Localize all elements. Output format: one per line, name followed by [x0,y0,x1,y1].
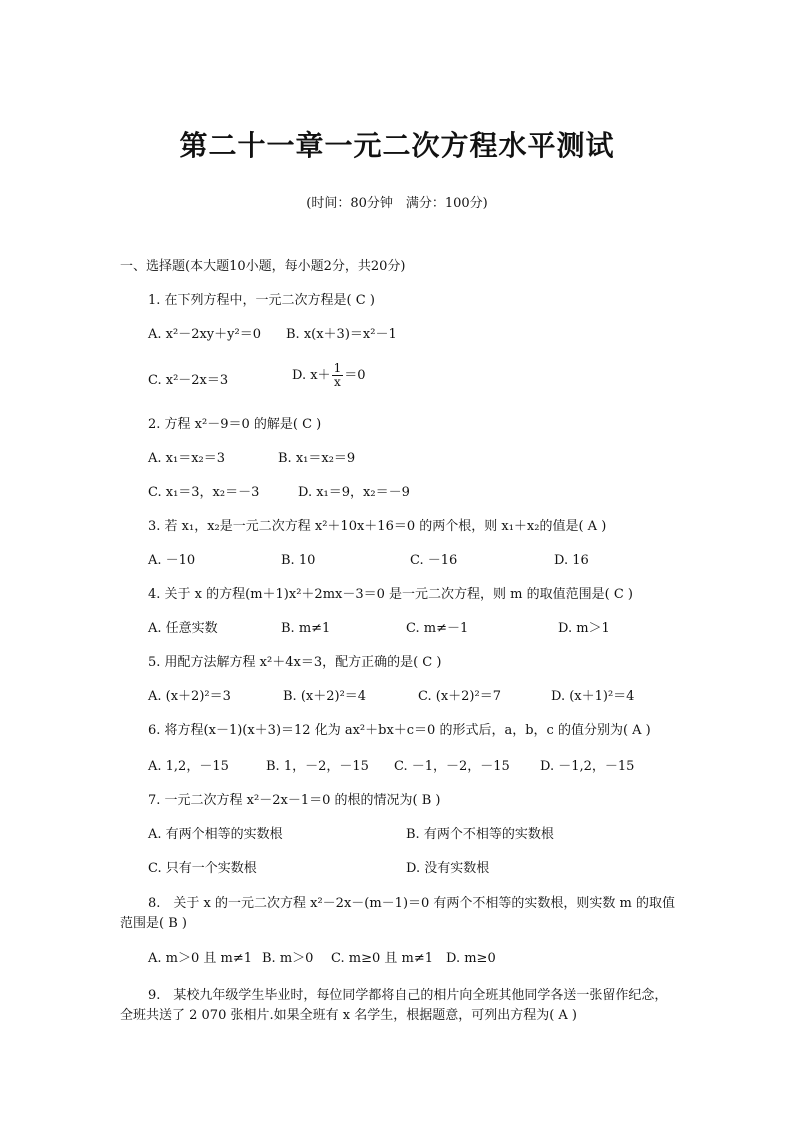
question-4-option-b: B. m≠1 [281,621,331,636]
question-8-option-c: C. m≥0 且 m≠1 [331,951,433,966]
fraction-denominator: x [333,375,341,389]
question-5-option-c: C. (x＋2)²＝7 [418,689,501,704]
question-6-option-c: C. －1，－2，－15 [394,759,510,774]
question-8-stem: 8. 关于 x 的一元二次方程 x²－2x－(m－1)＝0 有两个不相等的实数根，则实数 m 的取值范围是( B ) [120,896,676,931]
page-title: 第二十一章一元二次方程水平测试 [179,129,615,162]
question-3-stem: 3. 若 x₁，x₂是一元二次方程 x²＋10x＋16＝0 的两个根，则 x₁＋x₂的值是( A ) [148,519,607,534]
question-7-option-d: D. 没有实数根 [406,861,490,876]
question-4-option-a: A. 任意实数 [148,621,218,636]
question-6-stem: 6. 将方程(x－1)(x＋3)＝12 化为 ax²＋bx＋c＝0 的形式后，a，b，c 的值分别为( A ) [148,723,651,738]
question-9-stem: 9. 某校九年级学生毕业时，每位同学都将自己的相片向全班其他同学各送一张留作纪念，全班共送了 2 070 张相片.如果全班有 x 名学生，根据题意，可列出方程为( A ) [120,988,668,1023]
question-7-option-c: C. 只有一个实数根 [148,861,257,876]
question-1-option-d [292,362,365,389]
question-4-option-c: C. m≠－1 [406,621,469,636]
question-1-option-b: B. x(x＋3)＝x²－1 [286,327,397,342]
question-3-option-c: C. －16 [410,553,458,568]
question-1-option-a: A. x²－2xy＋y²＝0 [148,327,261,342]
question-5-stem: 5. 用配方法解方程 x²＋4x＝3，配方正确的是( C ) [148,655,442,670]
question-1-option-d-suffix: ＝0 [344,368,366,383]
question-5-option-d: D. (x＋1)²＝4 [551,689,635,704]
question-8-option-d: D. m≥0 [446,951,496,966]
question-3-option-d: D. 16 [554,553,589,568]
question-6-option-a: A. 1,2，－15 [148,759,229,774]
question-2-option-a: A. x₁＝x₂＝3 [148,451,226,466]
question-4-option-d: D. m＞1 [558,621,610,636]
question-1-option-c: C. x²－2x＝3 [148,373,229,388]
question-2-option-c: C. x₁＝3，x₂＝－3 [148,485,260,500]
question-5-option-b: B. (x＋2)²＝4 [283,689,367,704]
question-6-option-d: D. －1,2，－15 [540,759,635,774]
question-2-option-d: D. x₁＝9，x₂＝－9 [298,485,410,500]
question-3-option-b: B. 10 [281,553,316,568]
question-2-stem: 2. 方程 x²－9＝0 的解是( C ) [148,417,322,432]
question-8-option-a: A. m＞0 且 m≠1 [148,951,253,966]
question-2-option-b: B. x₁＝x₂＝9 [278,451,356,466]
question-8-option-b: B. m＞0 [262,951,314,966]
question-7-option-a: A. 有两个相等的实数根 [148,827,283,842]
question-1-option-d-prefix: D. x＋ [292,368,331,383]
question-3-option-a: A. －10 [148,553,196,568]
fraction-numerator: 1 [333,361,342,375]
question-7-stem: 7. 一元二次方程 x²－2x－1＝0 的根的情况为( B ) [148,793,441,808]
section-heading: 一、选择题(本大题10小题，每小题2分，共20分) [120,259,406,274]
question-6-option-b: B. 1，－2，－15 [266,759,369,774]
exam-info: (时间：80分钟 满分：100分) [306,196,488,211]
question-5-option-a: A. (x＋2)²＝3 [148,689,231,704]
question-7-option-b: B. 有两个不相等的实数根 [406,827,554,842]
question-1-stem: 1. 在下列方程中，一元二次方程是( C ) [148,293,375,308]
question-4-stem: 4. 关于 x 的方程(m＋1)x²＋2mx－3＝0 是一元二次方程，则 m 的取值范围是( C ) [148,587,633,602]
fraction [332,362,344,389]
